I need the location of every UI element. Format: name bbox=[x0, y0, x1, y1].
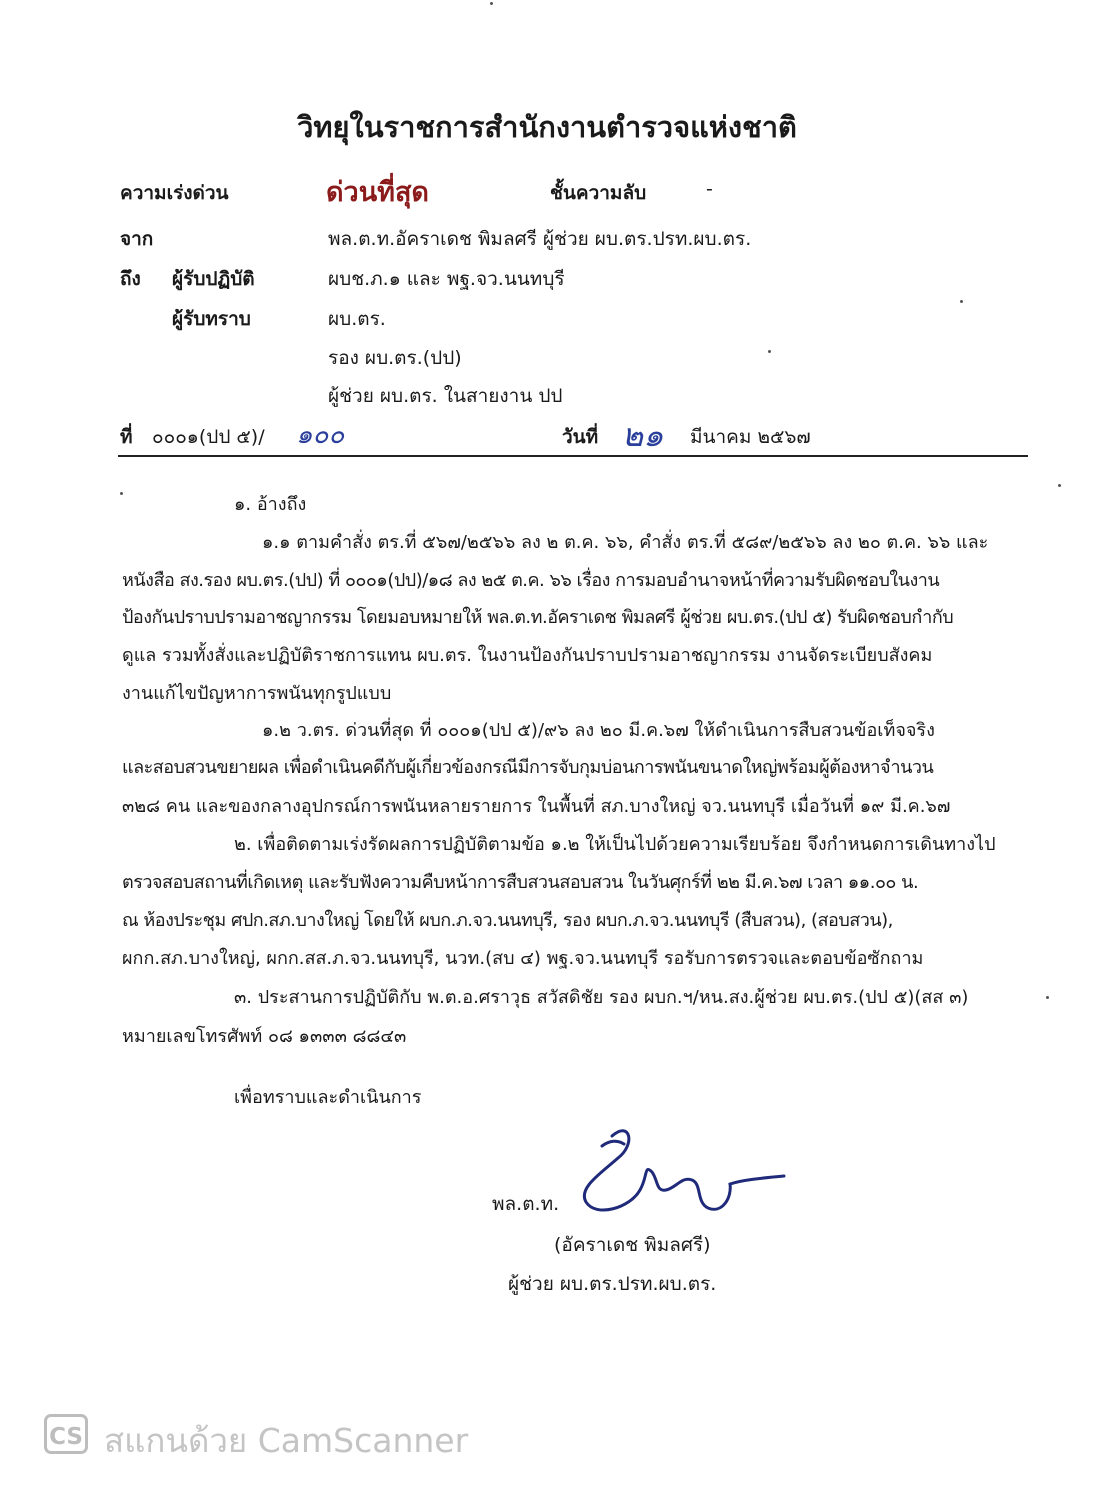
info-recipient-3: ผู้ช่วย ผบ.ตร. ในสายงาน ปป bbox=[328, 385, 563, 407]
scan-speck bbox=[490, 2, 493, 5]
action-recipient-value: ผบช.ภ.๑ และ พฐ.จว.นนทบุรี bbox=[328, 268, 565, 290]
action-recipient-label: ผู้รับปฏิบัติ bbox=[172, 268, 255, 290]
number-value: ๐๐๐๑(ปป ๕)/ bbox=[152, 426, 265, 448]
scan-speck bbox=[1058, 484, 1061, 487]
secrecy-value: - bbox=[706, 178, 713, 200]
body-line-13: ผกก.สภ.บางใหญ่, ผกก.สส.ภ.จว.นนทบุรี, นวท.(สบ ๔) พฐ.จว.นนทบุรี รอรับการตรวจและตอบข้อซักถาม bbox=[122, 948, 924, 969]
to-label: ถึง bbox=[120, 268, 141, 290]
document-title: วิทยุในราชการสำนักงานตำรวจแห่งชาติ bbox=[297, 110, 797, 144]
body-line-9: ๓๒๘ คน และของกลางอุปกรณ์การพนันหลายรายการ ในพื้นที่ สภ.บางใหญ่ จว.นนทบุรี เมื่อวันที่ ๑๙ มี.ค.๖๗ bbox=[122, 796, 951, 817]
body-line-5: ดูแล รวมทั้งสั่งและปฏิบัติราชการแทน ผบ.ตร. ในงานป้องกันปราบปรามอาชญากรรม งานจัดระเบียบสังคม bbox=[122, 645, 933, 666]
from-label: จาก bbox=[120, 228, 154, 250]
camscanner-watermark: สแกนด้วย CamScanner bbox=[104, 1421, 469, 1460]
urgency-value: ด่วนที่สุด bbox=[326, 177, 429, 208]
signer-name: (อัคราเดช พิมลศรี) bbox=[554, 1234, 711, 1256]
camscanner-logo-icon: CS bbox=[44, 1414, 88, 1454]
body-line-6: งานแก้ไขปัญหาการพนันทุกรูปแบบ bbox=[122, 683, 392, 704]
scan-speck bbox=[768, 350, 771, 353]
from-value: พล.ต.ท.อัคราเดช พิมลศรี ผู้ช่วย ผบ.ตร.ปรท.ผบ.ตร. bbox=[328, 228, 752, 250]
signature-icon bbox=[572, 1118, 792, 1228]
body-line-1: ๑. อ้างถึง bbox=[234, 494, 307, 515]
scan-speck bbox=[1046, 996, 1049, 999]
number-handwritten: ๑๐๐ bbox=[296, 420, 345, 450]
body-line-3: หนังสือ สง.รอง ผบ.ตร.(ปป) ที่ ๐๐๐๑(ปป)/๑๘ ลง ๒๕ ต.ค. ๖๖ เรื่อง การมอบอำนาจหน้าที่ความรับผิดชอบในงาน bbox=[122, 570, 940, 591]
date-label: วันที่ bbox=[562, 426, 599, 448]
body-line-15: หมายเลขโทรศัพท์ ๐๘ ๑๓๓๓ ๘๘๔๓ bbox=[122, 1026, 407, 1047]
info-recipient-2: รอง ผบ.ตร.(ปป) bbox=[328, 347, 462, 369]
body-line-7: ๑.๒ ว.ตร. ด่วนที่สุด ที่ ๐๐๐๑(ปป ๕)/๙๖ ลง ๒๐ มี.ค.๖๗ ให้ดำเนินการสืบสวนข้อเท็จจริง bbox=[262, 720, 935, 741]
body-line-14: ๓. ประสานการปฏิบัติกับ พ.ต.อ.ศราวุธ สวัสดิชัย รอง ผบก.ฯ/หน.สง.ผู้ช่วย ผบ.ตร.(ปป ๕)(สส ๓) bbox=[234, 987, 969, 1008]
secrecy-label: ชั้นความลับ bbox=[550, 182, 647, 204]
date-value: มีนาคม ๒๕๖๗ bbox=[690, 426, 811, 448]
body-line-11: ตรวจสอบสถานที่เกิดเหตุ และรับฟังความคืบหน้าการสืบสวนสอบสวน ในวันศุกร์ที่ ๒๒ มี.ค.๖๗ เวลา ๑๑.๐๐ น. bbox=[122, 872, 919, 893]
number-label: ที่ bbox=[120, 426, 133, 448]
urgency-label: ความเร่งด่วน bbox=[120, 182, 229, 204]
body-line-12: ณ ห้องประชุม ศปก.สภ.บางใหญ่ โดยให้ ผบก.ภ.จว.นนทบุรี, รอง ผบก.ภ.จว.นนทบุรี (สืบสวน), (สอบสวน), bbox=[122, 910, 893, 931]
signer-rank: พล.ต.ท. bbox=[492, 1193, 560, 1215]
body-line-2: ๑.๑ ตามคำสั่ง ตร.ที่ ๕๖๗/๒๕๖๖ ลง ๒ ต.ค. ๖๖, คำสั่ง ตร.ที่ ๕๘๙/๒๕๖๖ ลง ๒๐ ต.ค. ๖๖ และ bbox=[262, 532, 989, 553]
info-recipient-1: ผบ.ตร. bbox=[328, 308, 386, 330]
date-handwritten: ๒๑ bbox=[622, 416, 664, 454]
closing-text: เพื่อทราบและดำเนินการ bbox=[234, 1087, 422, 1108]
header-divider bbox=[118, 455, 1028, 457]
body-line-8: และสอบสวนขยายผล เพื่อดำเนินคดีกับผู้เกี่ยวข้องกรณีมีการจับกุมบ่อนการพนันขนาดใหญ่พร้อมผู้ต้องหาจำนวน bbox=[122, 757, 934, 778]
scan-speck bbox=[120, 492, 123, 495]
body-line-4: ป้องกันปราบปรามอาชญากรรม โดยมอบหมายให้ พล.ต.ท.อัคราเดช พิมลศรี ผู้ช่วย ผบ.ตร.(ปป ๕) รับผิดชอบกำกับ bbox=[122, 607, 954, 628]
info-recipient-label: ผู้รับทราบ bbox=[172, 308, 251, 330]
scan-speck bbox=[960, 300, 963, 303]
body-line-10: ๒. เพื่อติดตามเร่งรัดผลการปฏิบัติตามข้อ ๑.๒ ให้เป็นไปด้วยความเรียบร้อย จึงกำหนดการเดินทางไป bbox=[234, 834, 996, 855]
signer-position: ผู้ช่วย ผบ.ตร.ปรท.ผบ.ตร. bbox=[508, 1273, 717, 1295]
